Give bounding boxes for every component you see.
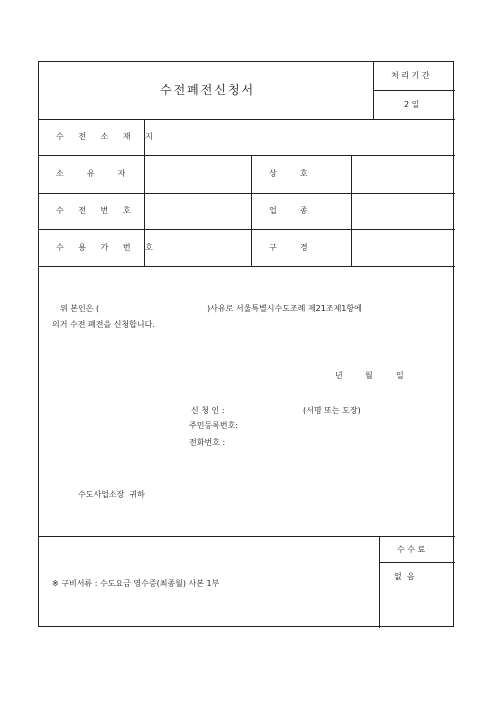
statement-line-2: 의거 수전 폐전을 신청합니다. — [52, 320, 155, 329]
applicant-label: 신 청 인 : — [191, 406, 225, 415]
phone-label: 전화번호 : — [189, 438, 226, 447]
fee-divider — [379, 536, 380, 628]
business-type-label: 업 종 — [269, 206, 314, 215]
owner-label: 소 유 자 — [56, 169, 132, 178]
signature-note: (서명 또는 도장) — [303, 406, 361, 415]
required-documents-note: ※ 구비서류 : 수도요금 영수증(최종월) 사본 1부 — [52, 579, 220, 588]
footer-top-line — [39, 536, 455, 537]
table-top-line — [39, 119, 455, 120]
fee-value: 없 음 — [394, 572, 415, 581]
fee-label: 수 수 료 — [397, 545, 426, 554]
recipient: 수도사업소장 귀하 — [78, 490, 145, 499]
district-label: 구 경 — [269, 243, 314, 252]
statement-prefix: 위 본인은 ( — [60, 304, 100, 313]
processing-period-value: 2 일 — [404, 100, 420, 109]
mid-column-divider-left — [251, 155, 252, 266]
row-line-3 — [39, 229, 455, 230]
date-month: 월 — [365, 371, 373, 380]
meter-number-label: 수 전 번 호 — [56, 206, 137, 215]
resident-number-label: 주민등록번호: — [189, 421, 239, 430]
processing-period-label: 처 리 기 간 — [391, 71, 430, 80]
consumer-number-label: 수 용 가 번 호 — [56, 243, 159, 252]
row-line-1 — [39, 155, 455, 156]
mid-column-divider-right — [351, 155, 352, 266]
row-line-4 — [39, 266, 455, 267]
date-day: 일 — [396, 371, 404, 380]
form-title: 수전폐전신청서 — [160, 83, 256, 97]
period-divider — [373, 90, 455, 91]
row-line-2 — [39, 193, 455, 194]
location-label: 수 전 소 재 지 — [56, 132, 159, 141]
fee-mid-line — [379, 562, 455, 563]
application-form — [38, 61, 454, 627]
trade-name-label: 상 호 — [269, 169, 314, 178]
date-year: 년 — [335, 371, 343, 380]
statement-suffix: )사유로 서울특별시수도조례 제21조제1항에 — [207, 304, 362, 313]
